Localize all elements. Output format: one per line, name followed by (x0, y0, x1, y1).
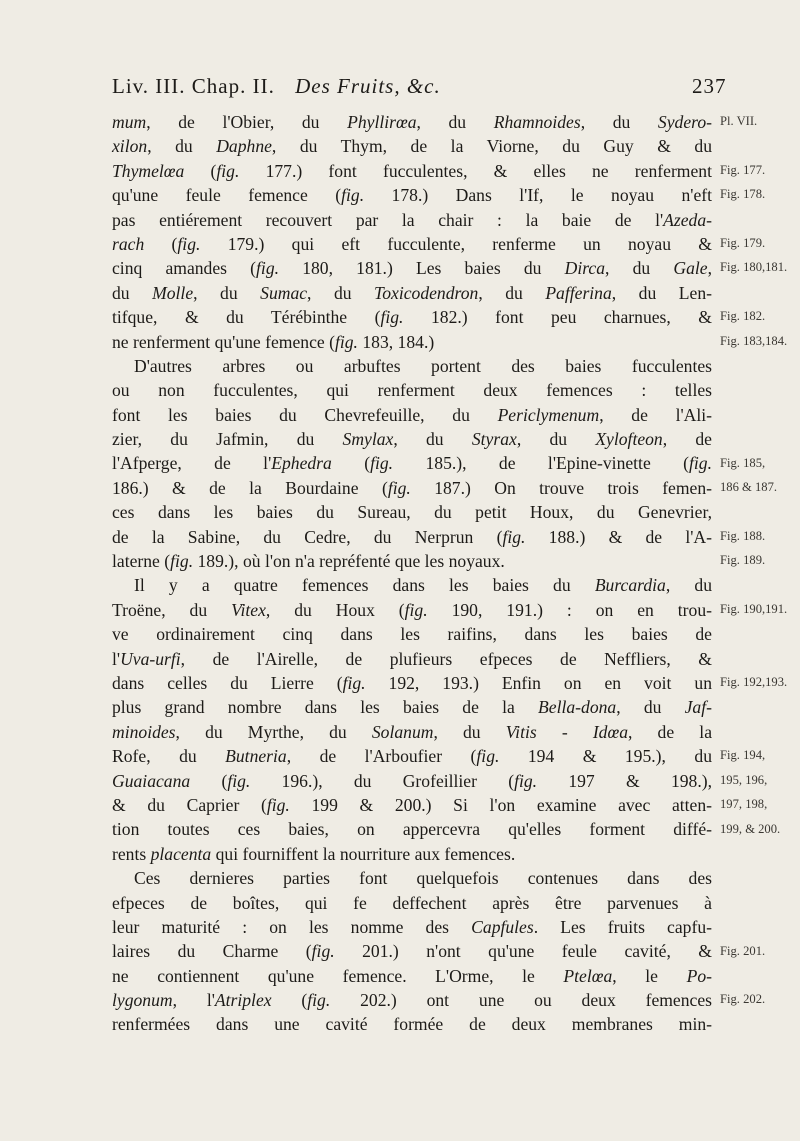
margin-note: Fig. 188. (720, 528, 766, 543)
page-number: 237 (692, 74, 727, 98)
margin-note: 186 & 187. (720, 480, 778, 494)
text-line: ve ordinairement cinq dans les raifins, dans les baies de (112, 624, 712, 645)
text-line: lygonum, l'Atriplex (fig. 202.) ont une ou deux femences (112, 990, 713, 1011)
margin-note: Fig. 182. (720, 309, 766, 324)
text-line: plus grand nombre dans les baies de la Bella-dona, du Jaf- (112, 697, 712, 718)
text-line: renfermées dans une cavité formée de deux membranes min- (112, 1014, 712, 1035)
text-line: Il y a quatre femences dans les baies du Burcardia, du (134, 575, 713, 596)
text-line: l'Uva-urfi, de l'Airelle, de plufieurs efpeces de Neffliers, & (112, 648, 712, 669)
margin-note: 199, & 200. (720, 821, 781, 836)
text-line: font les baies du Chevrefeuille, du Periclymenum, de l'Ali- (112, 404, 712, 425)
text-line: leur maturité : on les nomme des Capfules. Les fruits capfu- (112, 916, 712, 937)
text-line: l'Afperge, de l'Ephedra (fig. 185.), de l'Epine-vinette (fig. (112, 453, 712, 474)
margin-note: 195, 196, (720, 772, 768, 787)
text-line: Ces dernieres parties font quelquefois contenues dans des (134, 868, 712, 889)
text-line: rach (fig. 179.) qui eft fucculente, renferme un noyau & (112, 233, 712, 254)
text-line: tifque, & du Térébinthe (fig. 182.) font peu charnues, & (112, 307, 712, 328)
text-line: ces dans les baies du Sureau, du petit Houx, du Genevrier, (112, 502, 712, 523)
body-text (112, 110, 712, 1037)
text-line: Thymelœa (fig. 177.) font fucculentes, & elles ne renferment (112, 160, 712, 181)
margin-note: Fig. 185, (720, 455, 766, 470)
text-line: Rofe, du Butneria, de l'Arboufier (fig. 194 & 195.), du (112, 746, 712, 767)
margin-note: Fig. 180,181. (720, 260, 788, 275)
text-line: dans celles du Lierre (fig. 192, 193.) Enfin on en voit un (112, 672, 712, 693)
margin-note: Fig. 194, (720, 748, 766, 763)
text-line: laires du Charme (fig. 201.) n'ont qu'une feule cavité, & (112, 941, 712, 962)
margin-note: Fig. 189. (720, 553, 766, 568)
text-line: zier, du Jafmin, du Smylax, du Styrax, du Xylofteon, de (112, 429, 712, 450)
text-line: & du Caprier (fig. 199 & 200.) Si l'on examine avec atten- (112, 794, 712, 815)
text-line: ou non fucculentes, qui renferment deux femences : telles (112, 380, 712, 401)
text-line: rents placenta qui fourniffent la nourriture aux femences. (112, 843, 516, 864)
text-line: xilon, du Daphne, du Thym, de la Viorne, du Guy & du (112, 136, 712, 157)
margin-note: 197, 198, (720, 797, 768, 812)
header-title: Des Fruits, &c. (295, 74, 441, 98)
margin-note: Fig. 183,184. (720, 333, 788, 348)
text-line: Guaiacana (fig. 196.), du Grofeillier (fig. 197 & 198.), (112, 770, 712, 791)
text-line: du Molle, du Sumac, du Toxicodendron, du Pafferina, du Len- (112, 282, 712, 303)
margin-note: Fig. 177. (720, 162, 766, 177)
text-line: minoides, du Myrthe, du Solanum, du Vitis - Idœa, de la (112, 721, 712, 742)
text-line: laterne (fig. 189.), où l'on n'a repréfenté que les noyaux. (112, 551, 505, 572)
text-line: ne renferment qu'une femence (fig. 183, 184.) (112, 331, 435, 352)
margin-note: Fig. 179. (720, 236, 766, 250)
margin-note: Fig. 192,193. (720, 675, 788, 690)
margin-note: Pl. VII. (720, 114, 758, 128)
margin-note: Fig. 201. (720, 943, 766, 958)
text-line: 186.) & de la Bourdaine (fig. 187.) On trouve trois femen- (112, 477, 713, 498)
text-line: tion toutes ces baies, on appercevra qu'elles forment diffé- (112, 819, 712, 840)
text-line: pas entiérement recouvert par la chair : la baie de l'Azeda- (112, 209, 712, 230)
text-line: Troëne, du Vitex, du Houx (fig. 190, 191.) : on en trou- (112, 599, 712, 620)
margin-note: Fig. 202. (720, 992, 766, 1007)
header-chapter: Liv. III. Chap. II. (112, 74, 275, 98)
text-line: D'autres arbres ou arbuftes portent des baies fucculentes (134, 355, 712, 376)
running-header (112, 74, 727, 99)
text-line: mum, de l'Obier, du Phyllirœa, du Rhamnoides, du Sydero- (112, 112, 712, 132)
margin-note: Fig. 190,191. (720, 602, 788, 616)
text-line: efpeces de boîtes, qui fe deffechent après être parvenues à (112, 892, 712, 913)
text-line: de la Sabine, du Cedre, du Nerprun (fig. 188.) & de l'A- (112, 526, 712, 547)
text-line: qu'une feule femence (fig. 178.) Dans l'If, le noyau n'eft (112, 185, 712, 206)
text-line: cinq amandes (fig. 180, 181.) Les baies du Dirca, du Gale, (112, 258, 712, 279)
text-line: ne contiennent qu'une femence. L'Orme, le Ptelœa, le Po- (112, 965, 712, 986)
margin-note: Fig. 178. (720, 187, 766, 202)
